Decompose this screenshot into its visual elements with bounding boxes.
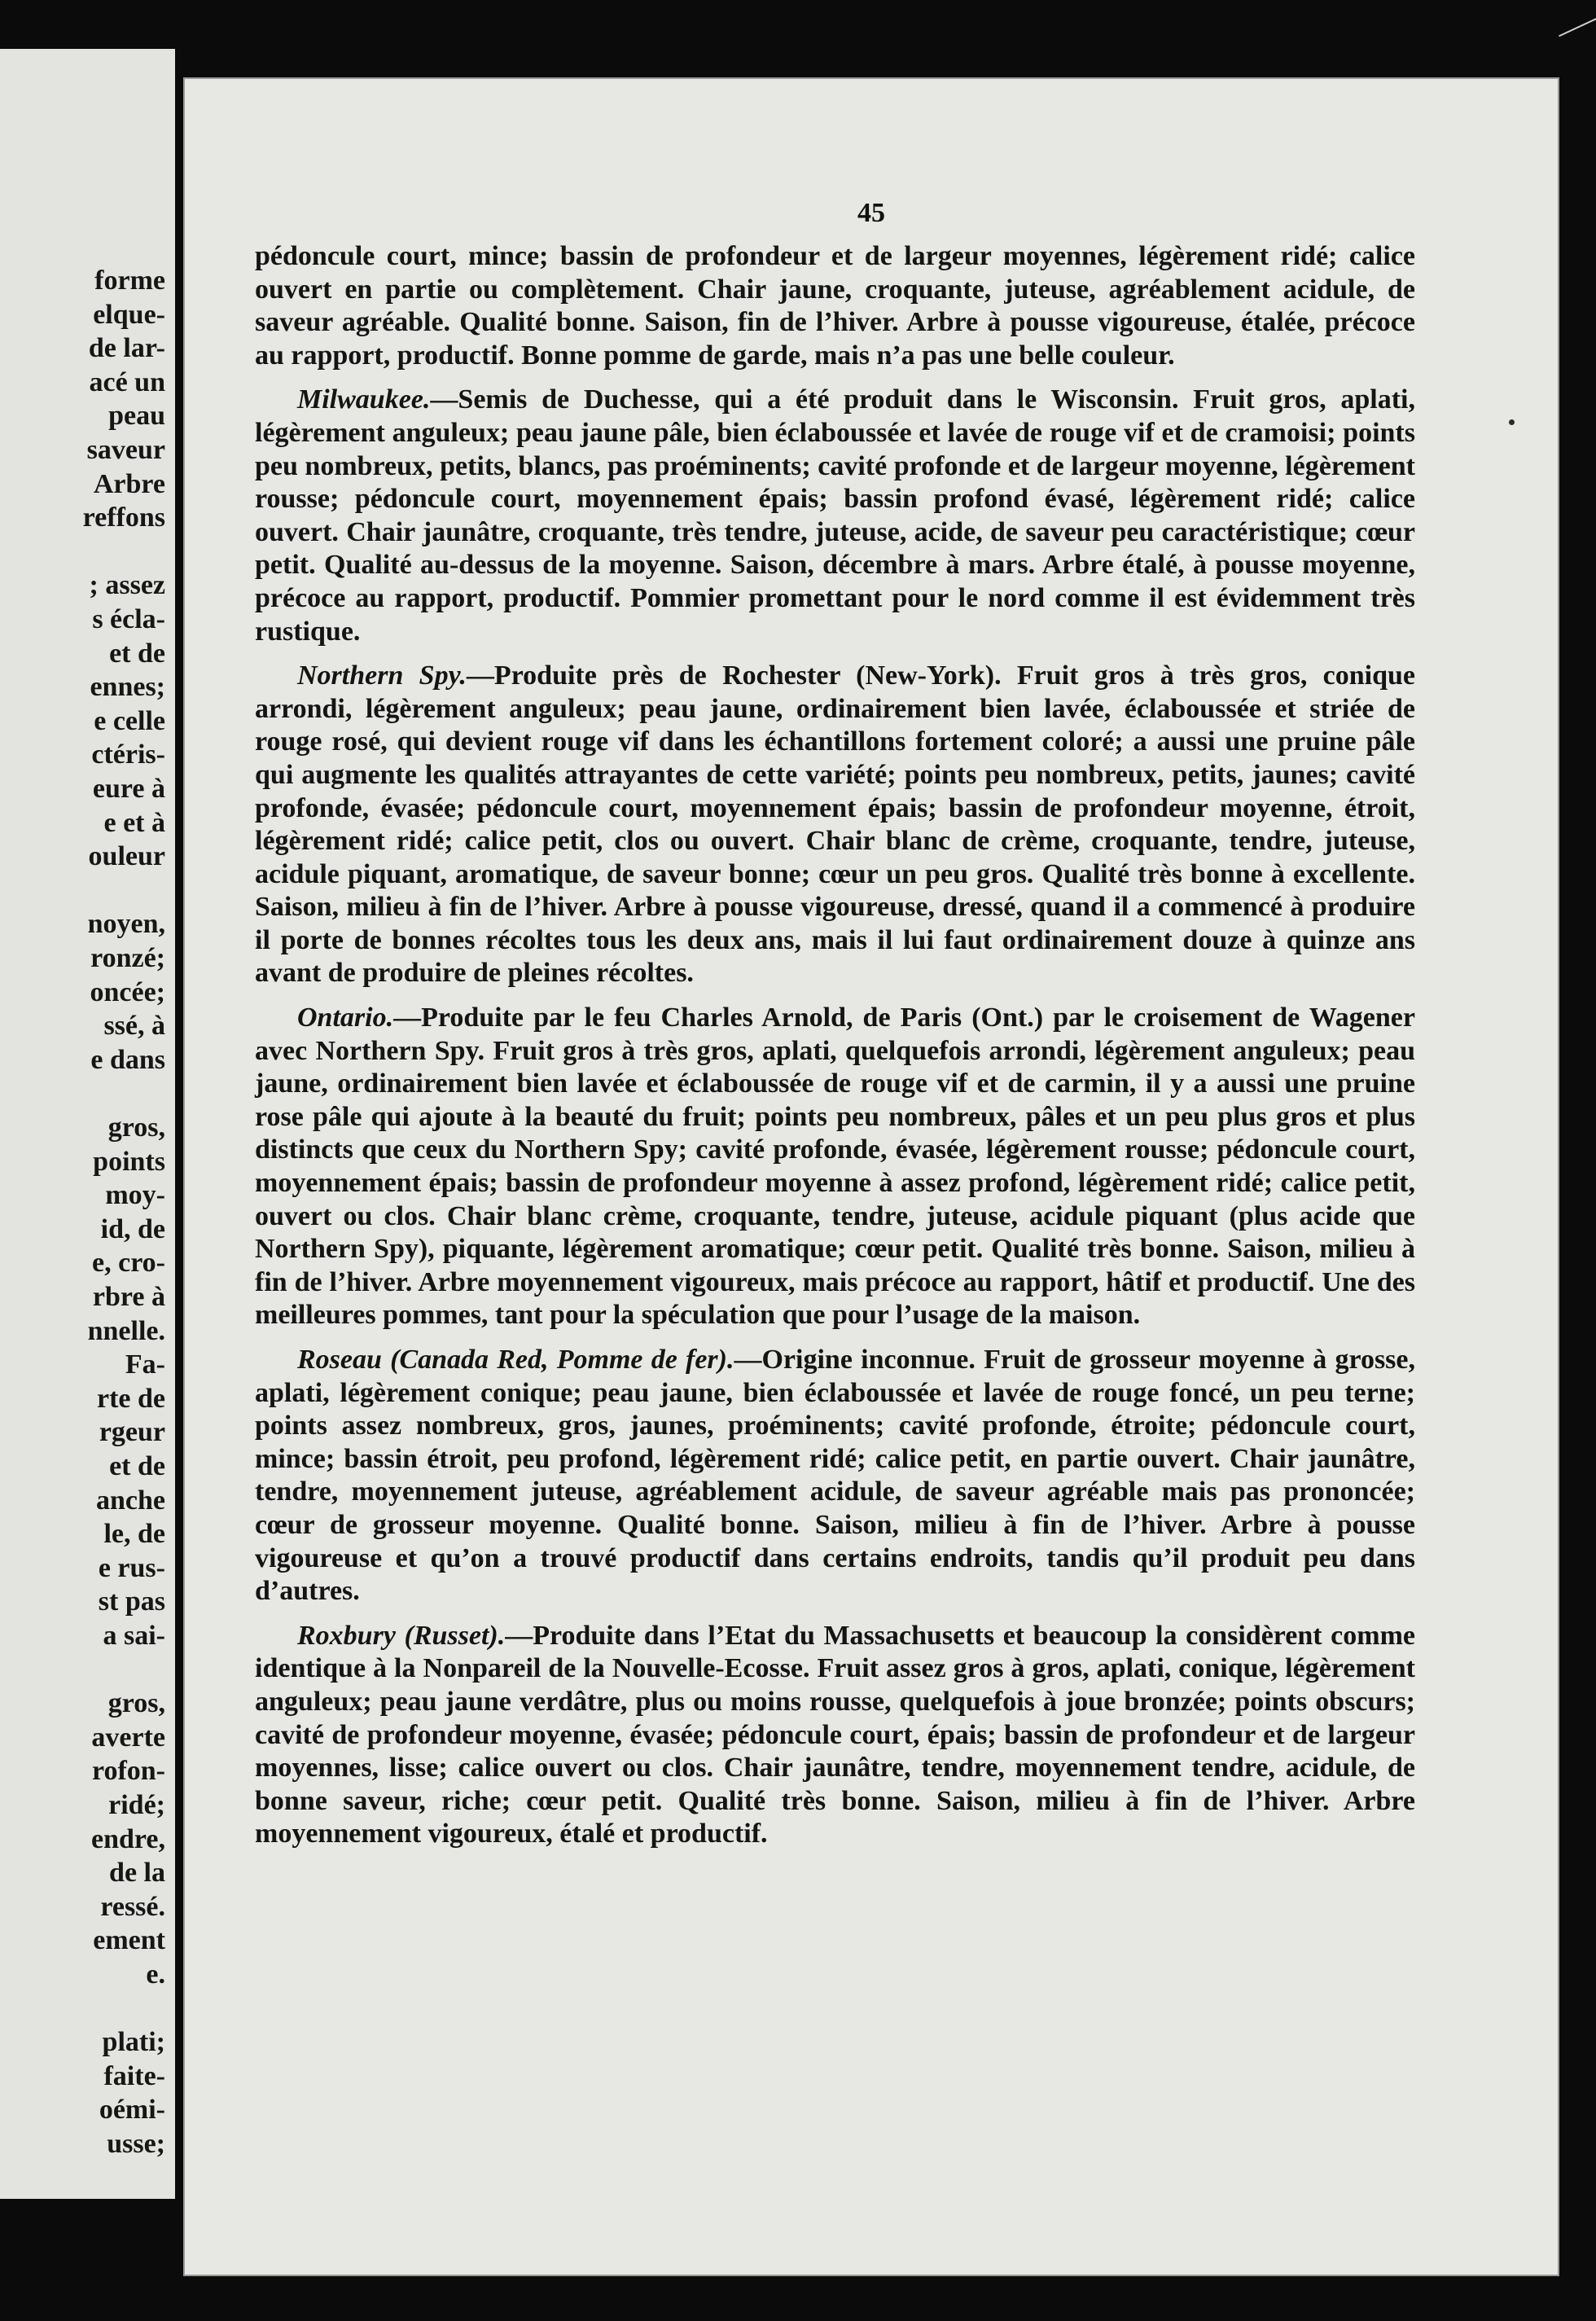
- book-page: [183, 77, 1559, 2276]
- left-page-line: saveur: [86, 435, 165, 465]
- variety-name: Roxbury (Russet).: [297, 1620, 506, 1651]
- left-page-line: Arbre: [93, 468, 165, 499]
- paragraph-text: —Produite dans l’Etat du Massachusetts et beaucoup la considèrent comme identique à la Nonpareil de la Nouvelle-Ecosse. Fruit assez gros à gros, aplati, conique, légèrement anguleux; peau jaune verdâtre, plus ou moins rousse, quelquefois à joue bronzée; points obscurs; cavité de profondeur moyenne, évasée; pédoncule court, épais; bassin de profondeur et de largeur moyennes, lisse; calice ouvert ou clos. Chair jaunâtre, tendre, moyennement tendre, acidule, de bonne saveur, riche; cœur petit. Qualité très bonne. Saison, milieu à fin de l’hiver. Arbre moyennement vigoureux, étalé et productif.: [255, 1620, 1416, 1849]
- left-page-line: elque-: [93, 299, 165, 330]
- paragraph-text: —Produite près de Rochester (New-York). Fruit gros à très gros, conique arrondi, légèrement anguleux; peau jaune, ordinairement bien lavée, éclaboussée et striée de rouge rosé, qui devient rouge vif dans les échantillons fortement coloré; a aussi une pruine pâle qui augmente les qualités attrayantes de cette variété; points peu nombreux, petits, jaunes; cavité profonde, évasée; pédoncule court, moyennement épais; bassin de profondeur moyenne, étroit, légèrement ridé; calice petit, clos ou ouvert. Chair blanc de crème, croquante, tendre, juteuse, acidule piquant, aromatique, de saveur bonne; cœur un peu gros. Qualité très bonne à excellente. Saison, milieu à fin de l’hiver. Arbre à pousse vigoureuse, dressé, quand il a commencé à produire il porte de bonnes récoltes tous les deux ans, mais il lui faut ordinairement douze à quinze ans avant de produire de pleines récoltes.: [255, 660, 1415, 989]
- paragraph-roxbury: [255, 1620, 1415, 1851]
- left-page-line: rgeur: [99, 1417, 165, 1448]
- paragraph-text: pédoncule court, mince; bassin de profondeur et de largeur moyennes, légèrement ridé; calice ouvert en partie ou complètement. Chair jaune, croquante, juteuse, agréablement acidule, de saveur agréable. Qualité bonne. Saison, fin de l’hiver. Arbre à pousse vigoureuse, étalée, précoce au rapport, productif. Bonne pomme de garde, mais n’a pas une belle couleur.: [255, 241, 1415, 371]
- left-page-line: oncée;: [90, 976, 165, 1007]
- left-page-line: points: [93, 1146, 165, 1177]
- left-page-line: peau: [108, 401, 165, 432]
- left-page-line: gros,: [107, 1688, 165, 1719]
- left-page-line: e dans: [90, 1044, 165, 1075]
- left-page-line: usse;: [107, 2129, 165, 2159]
- left-page-line: ennes;: [90, 672, 165, 703]
- paragraph-text: —Produite par le feu Charles Arnold, de Paris (Ont.) par le croisement de Wagener avec Northern Spy. Fruit gros à très gros, aplati, quelquefois arrondi, légèrement anguleux; peau jaune, ordinairement bien lavée et éclaboussée de rouge vif et de carmin, il y a aussi une pruine rose pâle qui ajoute à la beauté du fruit; points peu nombreux, pâles et un peu plus gros et plus distincts que ceux du Northern Spy; cavité profonde, évasée, légèrement rousse; pédoncule court, moyennement épais; bassin de profondeur moyenne à assez profond, légèrement ridé; calice petit, ouvert ou clos. Chair blanc crème, croquante, tendre, juteuse, acidule piquant (plus acide que Northern Spy), piquante, légèrement aromatique; cœur petit. Qualité très bonne. Saison, milieu à fin de l’hiver. Arbre moyennement vigoureux, mais précoce au rapport, hâtif et productif. Une des meilleures pommes, tant pour la spéculation que pour l’usage de la maison.: [255, 1003, 1415, 1331]
- left-page-line: ronzé;: [90, 943, 165, 973]
- left-page-line: ridé;: [108, 1790, 165, 1820]
- left-page-line: Fa-: [125, 1349, 165, 1380]
- paragraph-northern-spy: [255, 660, 1415, 990]
- left-page-line: acé un: [89, 366, 165, 397]
- left-page-line: ressé.: [100, 1891, 165, 1922]
- left-page-line: rbre à: [92, 1282, 165, 1312]
- variety-name: Milwaukee.: [297, 384, 431, 415]
- left-page-line: ssé, à: [103, 1011, 165, 1042]
- left-page-line: ; assez: [89, 570, 165, 601]
- left-page-line: ement: [93, 1925, 165, 1956]
- left-page-line: moy-: [105, 1180, 165, 1211]
- left-page-line: oémi-: [99, 2095, 165, 2126]
- previous-page-fragment: [0, 49, 175, 2199]
- left-page-line: rte de: [96, 1383, 165, 1414]
- paragraph-text: —Origine inconnue. Fruit de grosseur moyenne à grosse, aplati, légèrement conique; peau jaune, bien éclaboussée et lavée de rouge foncé, un peu terne; points assez nombreux, gros, jaunes, proéminents; cavité profonde, étroite; pédoncule court, mince; bassin étroit, peu profond, légèrement ridé; calice petit, en partie ouvert. Chair jaunâtre, tendre, moyennement juteuse, agréablement acidule, de saveur agréable mais pas prononcée; cœur de grosseur moyenne. Qualité bonne. Saison, milieu à fin de l’hiver. Arbre à pousse vigoureuse et qu’on a trouvé productif dans certains endroits, tandis qu’il produit peu dans d’autres.: [255, 1345, 1415, 1607]
- left-page-line: e et à: [103, 807, 165, 838]
- left-page-line: id, de: [100, 1213, 165, 1244]
- left-page-line: ctéris-: [91, 739, 165, 770]
- left-page-line: rofon-: [91, 1756, 165, 1787]
- left-page-line: ouleur: [88, 841, 165, 872]
- left-page-line: e.: [146, 1959, 165, 1990]
- left-page-line: reffons: [82, 502, 165, 533]
- page-text: [255, 240, 1415, 1863]
- ink-speck: [1509, 419, 1515, 425]
- left-page-line: plati;: [102, 2027, 165, 2058]
- left-page-line: e rus-: [98, 1552, 165, 1583]
- left-page-line: s écla-: [92, 604, 165, 634]
- left-page-line: a sai-: [103, 1621, 165, 1651]
- left-page-line: endre,: [91, 1823, 165, 1854]
- left-page-line: averte: [91, 1722, 165, 1753]
- page-number: 45: [857, 198, 885, 228]
- variety-name: Ontario.: [297, 1003, 394, 1033]
- left-page-line: forme: [94, 265, 165, 296]
- left-page-line: st pas: [98, 1586, 165, 1617]
- paragraph-continuation: [255, 240, 1415, 372]
- left-page-line: le, de: [103, 1519, 165, 1550]
- left-page-line: de lar-: [88, 333, 165, 364]
- scan-corner-mark: [1552, 0, 1596, 37]
- left-page-line: noyen,: [87, 909, 165, 940]
- left-page-line: et de: [109, 638, 165, 669]
- left-page-line: de la: [109, 1858, 165, 1889]
- left-page-line: anche: [96, 1485, 165, 1516]
- paragraph-milwaukee: [255, 384, 1415, 648]
- variety-name: Northern Spy.: [297, 660, 467, 691]
- paragraph-ontario: [255, 1002, 1415, 1332]
- paragraph-text: —Semis de Duchesse, qui a été produit dans le Wisconsin. Fruit gros, aplati, légèrement anguleux; peau jaune pâle, bien éclaboussée et lavée de rouge vif et de cramoisi; points peu nombreux, petits, blancs, pas proéminents; cavité profonde et de largeur moyenne, légèrement rousse; pédoncule court, moyennement épais; bassin profond évasé, légèrement ridé; calice ouvert. Chair jaunâtre, croquante, très tendre, juteuse, acide, de saveur peu caractéristique; cœur petit. Qualité au-dessus de la moyenne. Saison, décembre à mars. Arbre étalé, à pousse moyenne, précoce au rapport, productif. Pommier promettant pour le nord comme il est évidemment très rustique.: [255, 384, 1415, 647]
- left-page-line: faite-: [103, 2060, 165, 2091]
- left-page-line: eure à: [92, 774, 165, 804]
- left-page-line: e, cro-: [92, 1248, 165, 1279]
- left-page-line: e celle: [94, 705, 165, 736]
- paragraph-roseau: [255, 1344, 1415, 1608]
- left-page-line: gros,: [107, 1112, 165, 1143]
- variety-name: Roseau (Canada Red, Pomme de fer).: [297, 1345, 734, 1375]
- left-page-line: et de: [109, 1451, 165, 1481]
- left-page-line: nnelle.: [87, 1315, 165, 1346]
